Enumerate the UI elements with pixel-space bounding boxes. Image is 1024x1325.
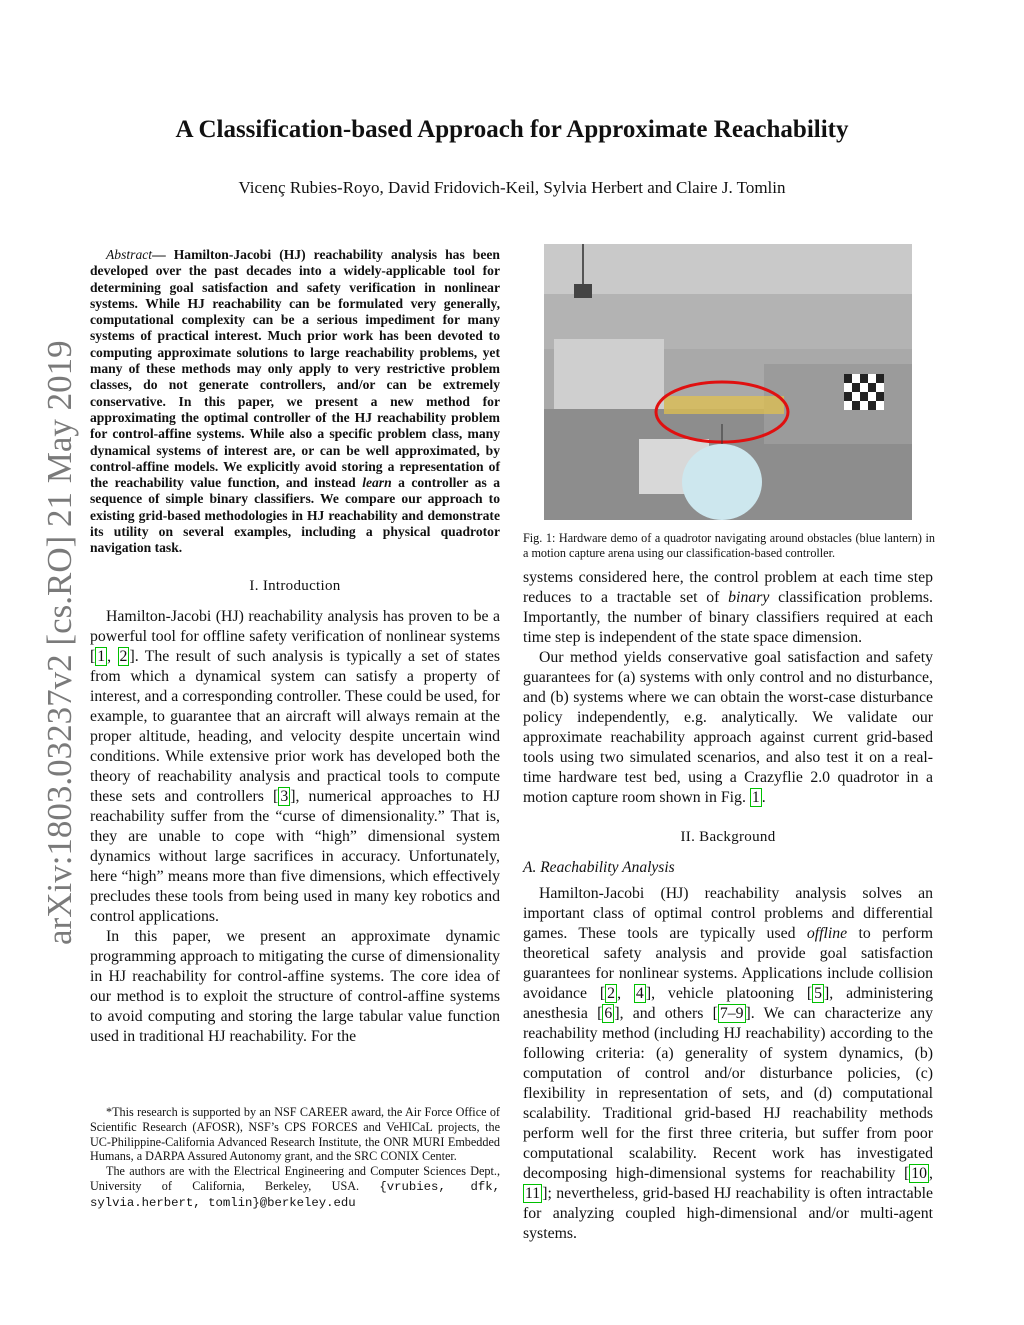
text-run: . <box>761 789 766 806</box>
text-run: , <box>617 985 634 1002</box>
footnotes <box>90 1105 500 1211</box>
arxiv-side-label: arXiv:1803.03237v2 [cs.RO] 21 May 2019 <box>40 340 79 945</box>
text-run: ], administering anesthesia [ <box>523 985 933 1022</box>
figure-1-caption: Fig. 1: Hardware demo of a quadrotor navigating around obstacles (blue lantern) in a motion capture arena using our classification-based controller. <box>523 531 935 560</box>
text-run: ]; nevertheless, grid-based HJ reachability is often intractable for analyzing coupled high-dimensional and/or multi-agent systems. <box>523 1185 933 1242</box>
subsection-heading-reachability: A. Reachability Analysis <box>523 859 675 876</box>
left-column <box>90 247 500 1047</box>
abstract-dash: — <box>152 247 166 262</box>
citation-link[interactable]: 3 <box>280 787 289 805</box>
author-list: Vicenç Rubies-Royo, David Fridovich-Keil, Sylvia Herbert and Claire J. Tomlin <box>238 178 786 197</box>
binary-word: binary <box>728 589 770 606</box>
funding-footnote: *This research is supported by an NSF CAREER award, the Air Force Office of Scientific Research (AFOSR), NSF’s CPS FORCES and VeHICaL projects, the UC-Philippine-California Advanced Research Institute, the ONR MURI Embedded Humans, a DARPA Assured Autonomy grant, and the SRC CONIX Center. <box>90 1105 500 1164</box>
abstract-label: Abstract <box>106 247 153 262</box>
intro-paragraph-3 <box>523 568 933 648</box>
text-run: classification problems. Importantly, the number of binary classifiers required at each time step is independent of the state space dimension. <box>523 589 934 646</box>
intro-paragraph-1 <box>90 607 500 927</box>
background-paragraph-1 <box>523 884 933 1244</box>
abstract <box>90 247 500 557</box>
citation-link[interactable]: 6 <box>604 1005 613 1022</box>
citation-link[interactable]: 11 <box>525 1185 541 1202</box>
abstract-text-1: Hamilton-Jacobi (HJ) reachability analysis has been developed over the past decades into a widely-applicable tool for determining goal satisfaction and safety verification in nonlinear systems. While HJ reachability can be formulated very generally, computational complexity can be a serious impediment for many systems of practical interest. Much prior work has been devoted to computing approximate solutions to large reachability problems, yet many of these methods may only apply to very restrictive problem classes, do not generate controllers, and/or can be extremely conservative. In this paper, we present a new method for approximating the optimal controller of the HJ reachability problem for control-affine systems. While also a specific problem class, many dynamical systems of interest are, or can be well approximated, by control-affine models. We explicitly avoid storing a representation of the reachability value function, and instead <box>90 247 500 491</box>
abstract-text-2: a controller as a sequence of simple binary classifiers. We compare our approach to existing grid-based methodologies in HJ reachability and demonstrate its utility on several examples, including a physical quadrotor navigation task. <box>90 475 500 556</box>
section-heading-introduction: I. Introduction <box>249 577 341 594</box>
text-run: Hamilton-Jacobi (HJ) reachability analysis has proven to be a powerful tool for offline safety verification of nonlinear systems [ <box>90 607 500 665</box>
text-run: to perform theoretical safety analysis and provide goal satisfaction guarantees for nonlinear systems. Applications include collision avoidance [ <box>523 925 933 1002</box>
citation-link[interactable]: 10 <box>911 1165 928 1182</box>
citation-link[interactable]: 2 <box>607 985 616 1002</box>
text-run: systems considered here, the control problem at each time step reduces to a tractable set of <box>523 569 933 606</box>
text-run: , <box>929 1165 933 1182</box>
citation-link[interactable]: 4 <box>635 985 644 1002</box>
text-run: Hamilton-Jacobi (HJ) reachability analysis solves an important class of optimal control problems and differential games. These tools are typically used <box>523 885 933 942</box>
text-run: ], and others [ <box>614 1005 718 1022</box>
citation-link[interactable]: 5 <box>814 985 823 1002</box>
quadrotor-lab-photo <box>544 244 912 520</box>
offline-word: offline <box>806 925 848 942</box>
affiliation-text: The authors are with the Electrical Engineering and Computer Sciences Dept., University of California, Berkeley, USA. <box>90 1164 500 1193</box>
paper-title: A Classification-based Approach for Approximate Reachability <box>175 116 849 143</box>
citation-link[interactable]: 2 <box>119 647 128 665</box>
text-run: Our method yields conservative goal satisfaction and safety guarantees for (a) systems with only control and no disturbance, and (b) systems where we can obtain the worst-case disturbance policy independently, e.g. analytically. We validate our approximate reachability approach against current grid-based tools using two simulated scenarios, and also test it on a real-time hardware test bed, using a Crazyflie 2.0 quadrotor in a motion capture room shown in Fig. <box>523 649 933 806</box>
blue-lantern <box>682 444 762 520</box>
mocap-camera <box>574 284 592 298</box>
text-run: ]. We can characterize any reachability method (including HJ reachability) according to the following criteria: (a) generality of system dynamics, (b) computation of control and/or disturbance policies, (c) flexibility in representation of sets, and (d) computational scalability. Traditional grid-based HJ reachability methods perform well for the first three criteria, but suffer from poor computational scalability. Recent work has investigated decomposing high-dimensional systems for reachability [ <box>523 1005 933 1182</box>
cubicle-panel <box>554 339 664 409</box>
text-run: ]. The result of such analysis is typically a set of states from which a dynamical system can satisfy a property of interest, and a corresponding controller. These could be used, for example, to guarantee that an aircraft will always remain at the proper altitude, heading, and velocity despite uncertain wind conditions. While extensive prior work has developed both the theory of reachability analysis and practical tools to compute these sets and controllers [ <box>90 647 501 805</box>
affiliation-footnote <box>90 1164 500 1210</box>
intro-paragraph-2: In this paper, we present an approximate dynamic programming approach to mitigating the curse of dimensionality in HJ reachability for control-affine systems. The core idea of our method is to exploit the structure of control-affine systems to avoid computing and storing the large tabular value function used in traditional HJ reachability. For the <box>90 927 500 1045</box>
text-run: ], vehicle platooning [ <box>645 985 813 1002</box>
citation-link[interactable]: 1 <box>97 647 106 665</box>
quadrotor <box>664 396 784 414</box>
ceiling <box>544 244 912 294</box>
right-column <box>523 568 933 1244</box>
author-emails: {vrubies, dfk, sylvia.herbert, tomlin}@berkeley.edu <box>90 1179 501 1210</box>
section-heading-background: II. Background <box>680 829 776 845</box>
citation-link[interactable]: 7–9 <box>719 1005 744 1022</box>
text-run: ], numerical approaches to HJ reachability suffer from the “curse of dimensionality.” That is, they are unable to cope with “high” dimensional system dynamics without large sacrifices in accuracy. Unfortunately, here “high” means more than five dimensions, which effectively precludes these tools from being used in many key robotics and control applications. <box>90 787 500 925</box>
text-run: , <box>107 647 118 665</box>
intro-paragraph-4 <box>523 648 933 808</box>
figure-link[interactable]: 1 <box>751 789 760 806</box>
abstract-learn-word: learn <box>362 475 392 491</box>
figure-1-photo <box>544 244 912 520</box>
